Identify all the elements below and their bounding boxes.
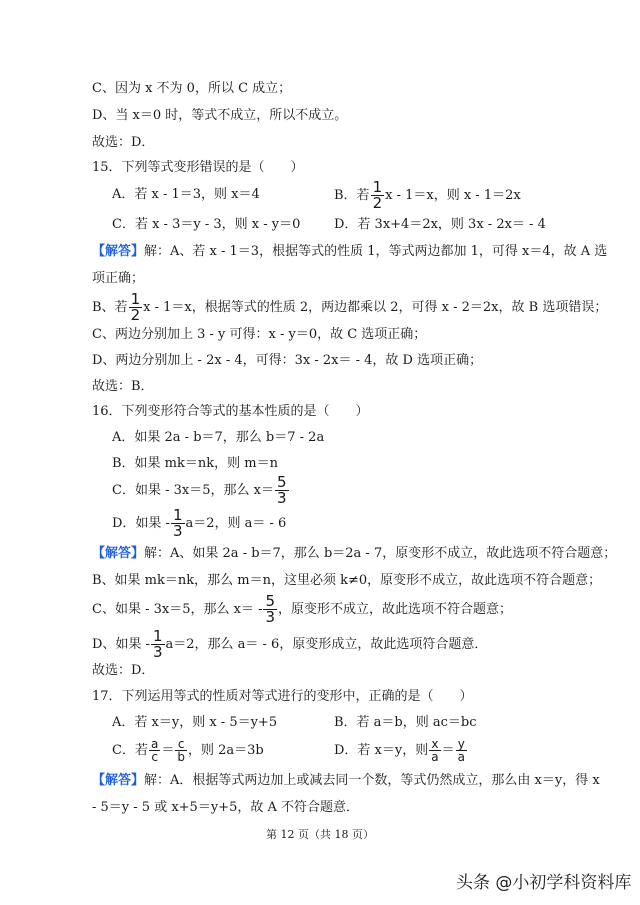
option-c: C．若 x - 3＝y - 3，则 x - y＝0: [112, 217, 301, 232]
solution-line: C、两边分别加上 3 - y 可得：x - y＝0，故 C 选项正确；: [92, 327, 427, 342]
solution-line: 【解答】解：A．根据等式两边加上或减去同一个数，等式仍然成立，那么由 x＝y，得 x: [92, 773, 600, 788]
solution-line: B、若 $\frac{1}{2}$ x - 1＝x，根据等式的性质 2，两边都乘以 2，可得 x - 2＝2x，故 B 选项错误；: [92, 290, 608, 324]
fraction: $\frac{5}{3}$: [265, 592, 276, 626]
solution-line: 【解答】解：A、如果 2a - b＝7，那么 b＝2a - 7，原变形不成立，故此选项不符合题意；: [92, 546, 617, 561]
option-c: C．如果 - 3x＝5，那么 x＝ $\frac{5}{3}$: [112, 473, 287, 507]
fraction: $\frac{y}{a}$: [457, 737, 465, 764]
option-b: B．若 a＝b，则 ac＝bc: [334, 715, 477, 730]
answer-line: 故选：D．: [92, 135, 155, 150]
page-footer: 第 12 页（共 18 页）: [266, 828, 374, 841]
watermark: 头条 @小初学科资料库: [456, 873, 632, 893]
option-b: B．若 $\frac{1}{2}$ x - 1＝x，则 x - 1＝2x: [334, 178, 521, 212]
option-c: C．若 $\frac{a}{c}$ ＝ $\frac{c}{b}$ ，则 2a＝3b: [112, 737, 264, 764]
solution-line: 【解答】解：A、若 x - 1＝3，根据等式的性质 1，等式两边都加 1，可得 x＝4，故 A 选: [92, 244, 608, 259]
fraction: $\frac{1}{2}$: [130, 290, 141, 324]
answer-line: 故选：B．: [92, 379, 154, 394]
fraction: $\frac{a}{c}$: [150, 737, 159, 764]
text-line: D、当 x＝0 时，等式不成立，所以不成立。: [92, 108, 348, 123]
fraction: $\frac{x}{a}$: [431, 737, 439, 764]
solution-line: D、两边分别加上 - 2x - 4，可得：3x - 2x＝ - 4，故 D 选项正确；: [92, 353, 483, 368]
option-d: D．若 x＝y，则 $\frac{x}{a}$ ＝ $\frac{y}{a}$: [334, 737, 465, 764]
option-d: D．如果 - $\frac{1}{3}$ a＝2，则 a＝ - 6: [112, 506, 287, 540]
option-a: A．若 x＝y，则 x - 5＝y+5: [112, 715, 278, 730]
fraction: $\frac{1}{3}$: [152, 627, 163, 661]
option-a: A．若 x - 1＝3，则 x＝4: [112, 187, 260, 202]
question-17: 17．下列运用等式的性质对等式进行的变形中，正确的是（ ）: [92, 689, 473, 704]
question-16: 16．下列变形符合等式的基本性质的是（ ）: [92, 404, 369, 419]
fraction: $\frac{1}{3}$: [172, 506, 183, 540]
option-d: D．若 3x+4＝2x，则 3x - 2x＝ - 4: [334, 217, 546, 232]
answer-tag: 【解答】: [92, 546, 145, 561]
fraction: $\frac{1}{2}$: [372, 178, 383, 212]
solution-line: 项正确；: [92, 271, 145, 286]
fraction: $\frac{5}{3}$: [276, 473, 287, 507]
answer-tag: 【解答】: [92, 244, 145, 259]
answer-tag: 【解答】: [92, 773, 145, 788]
text-line: C、因为 x 不为 0，所以 C 成立；: [92, 81, 292, 96]
question-15: 15．下列等式变形错误的是（ ）: [92, 160, 304, 175]
solution-line: D、如果 - $\frac{1}{3}$ a＝2，那么 a＝ - 6，原变形成立，故此选项符合题意．: [92, 627, 488, 661]
solution-line: C、如果 - 3x＝5，那么 x＝ - $\frac{5}{3}$ ，原变形不成立，故此选项不符合题意；: [92, 592, 513, 626]
solution-line: - 5＝y - 5 或 x+5＝y+5，故 A 不符合题意．: [92, 800, 359, 815]
option-b: B．如果 mk＝nk，则 m＝n: [112, 456, 278, 471]
solution-line: B、如果 mk＝nk，那么 m＝n，这里必须 k≠0，原变形不成立，故此选项不符合题意；: [92, 573, 602, 588]
option-a: A．如果 2a - b＝7，那么 b＝7 - 2a: [112, 430, 325, 445]
fraction: $\frac{c}{b}$: [177, 737, 185, 764]
answer-line: 故选：D．: [92, 663, 155, 678]
